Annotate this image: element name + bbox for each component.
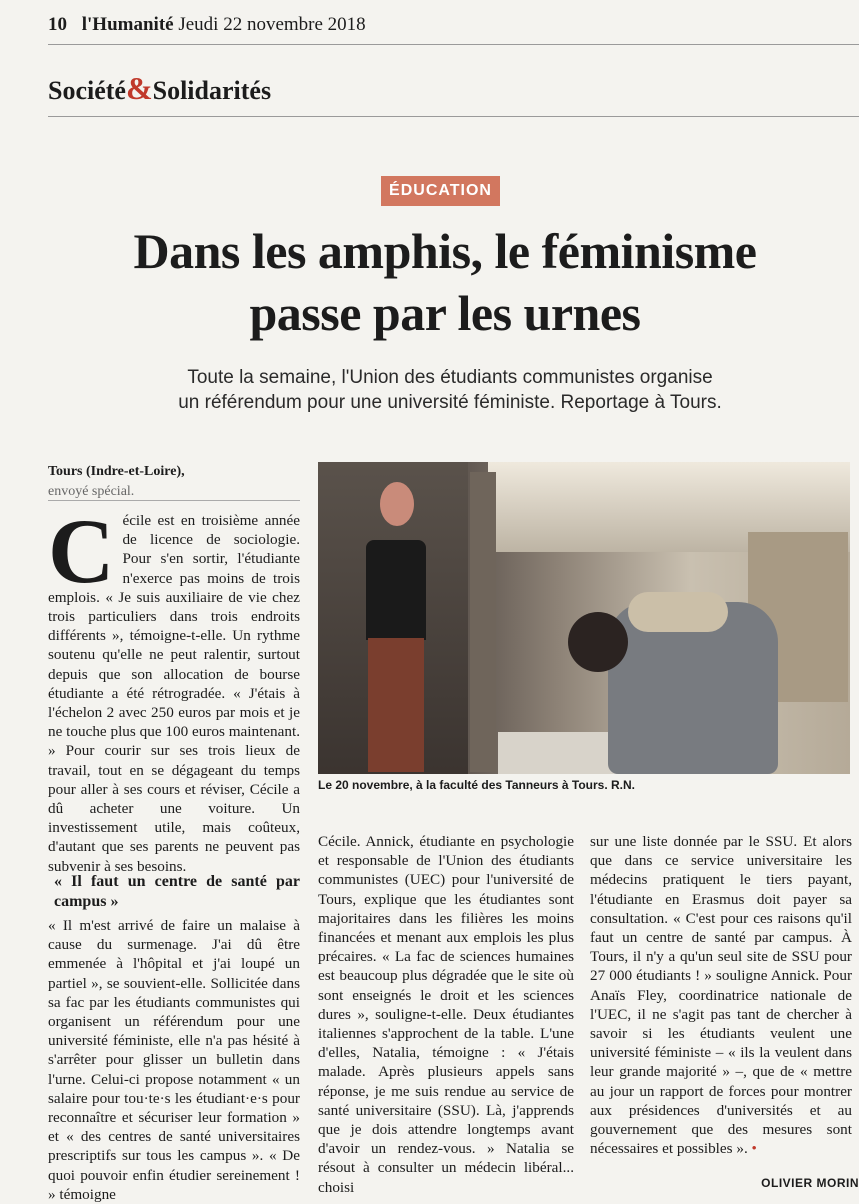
issue-date: Jeudi 22 novembre 2018	[178, 14, 366, 35]
drop-cap: C	[48, 500, 115, 602]
section-rule	[48, 116, 859, 117]
page-number: 10	[48, 14, 67, 35]
folio	[48, 14, 366, 36]
article-column-1	[48, 500, 300, 876]
article-column-3	[590, 832, 852, 1158]
end-mark: •	[751, 1140, 757, 1158]
headline-line-2: passe par les urnes	[249, 285, 641, 341]
dateline-place: Tours (Indre-et-Loire),	[48, 464, 185, 479]
section-ampersand: &	[125, 70, 153, 106]
article-paragraph: « Il m'est arrivé de faire un malaise à cause du surmenage. J'ai dû être emmenée à l'hôpital et j'ai loupé un partiel », se souvient-elle. Sollicitée dans sa fac par les étudiants communistes qui organisent un référendum pour une université féministe, elle n'a pas hésité à s'arrêter pour glisser un bulletin dans l'urne. Celui-ci propose notamment « un salaire pour tou·te·s les étudiant·e·s pour reconnaître et sécuriser leur formation » et « des centres de santé universitaires prescriptifs sur tous les campus ». « De quoi pouvoir enfin étudier sereinement ! » témoigne	[48, 917, 300, 1203]
photo-caption: Le 20 novembre, à la faculté des Tanneurs à Tours. R.N.	[318, 778, 635, 792]
kicker-badge: ÉDUCATION	[381, 176, 500, 206]
article-paragraph: Cécile. Annick, étudiante en psychologie et responsable de l'Union des étudiants communistes (UEC) pour l'université de Tours, explique que les étudiantes sont majoritaires dans les filières les moins financées et menant aux emplois les plus précaires. « La fac de sciences humaines est beaucoup plus dégradée que le site où sont enseignés le droit et les sciences dures », souligne-t-elle. Deux étudiantes italiennes s'approchent de la table. L'une d'elles, Natalia, témoigne : « J'étais malade. Après plusieurs appels sans réponse, je me suis rendue au service de santé universitaire (SSU). Là, j'apprends que je dois attendre longtemps avant d'avoir un rendez-vous. » Natalia se résout à consulter un médecin libéral... choisi	[318, 833, 574, 1196]
headline-line-1: Dans les amphis, le féminisme	[133, 223, 757, 279]
author-signature: OLIVIER MORIN	[761, 1176, 859, 1190]
standfirst	[110, 365, 790, 415]
photo-door	[470, 472, 496, 772]
subheading: « Il faut un centre de santé par campus »	[54, 873, 300, 910]
article-photo	[318, 462, 850, 774]
headline	[30, 220, 859, 344]
newspaper-name: l'Humanité	[81, 14, 174, 35]
section-title	[48, 70, 271, 107]
article-paragraph-text: sur une liste donnée par le SSU. Et alors que dans ce service universitaire les médecins pratiquent le tiers payant, l'étudiante en Erasmus doit payer sa consultation. « C'est pour ces raisons qu'il faut un centre de santé par campus. À Tours, il n'y a qu'un seul site de SSU pour 27 000 étudiants ! » souligne Annick. Pour Anaïs Fley, coordinatrice nationale de l'UEC, il ne s'agit pas tant de chercher à savoir si les étudiants veulent une université féministe – « ils la veulent dans leur grande majorité » –, que de « mettre au jour un rapport de forces pour montrer aux présidences d'universités et au gouvernement que des mesures sont nécessaires et possibles ».	[590, 833, 852, 1158]
photo-voting-student	[568, 592, 788, 774]
dateline-role: envoyé spécial.	[48, 484, 135, 499]
standfirst-line-2: un référendum pour une université féministe. Reportage à Tours.	[178, 392, 722, 413]
article-paragraph	[590, 832, 852, 1158]
photo-standing-student	[358, 482, 428, 772]
dateline	[48, 462, 185, 502]
top-rule	[48, 44, 859, 45]
section-title-left: Société	[48, 76, 126, 105]
article-column-1-continued	[48, 872, 300, 1204]
article-lead-paragraph: écile est en troisième année de licence de sociologie. Pour s'en sortir, l'étudiante n'exerce pas moins de trois emplois. « Je suis auxiliaire de vie chez trois particuliers dans trois endroits différents », témoigne-t-elle. Un rythme soutenu qu'elle ne peut ralentir, surtout depuis que son allocation de bourse étudiante a été rétrogradée. « J'étais à l'échelon 2 avec 250 euros par mois et je ne touche plus que 100 euros maintenant. » Pour courir sur ses trois lieux de travail, tout en se dégageant du temps pour aller à ses cours et réviser, Cécile a dû acheter une voiture. Un investissement utile, mais coûteux, d'autant que ses parents ne peuvent pas subvenir à ses besoins.	[48, 512, 300, 875]
article-column-2	[318, 832, 574, 1197]
section-title-right: Solidarités	[152, 76, 272, 105]
standfirst-line-1: Toute la semaine, l'Union des étudiants communistes organise	[187, 367, 713, 388]
